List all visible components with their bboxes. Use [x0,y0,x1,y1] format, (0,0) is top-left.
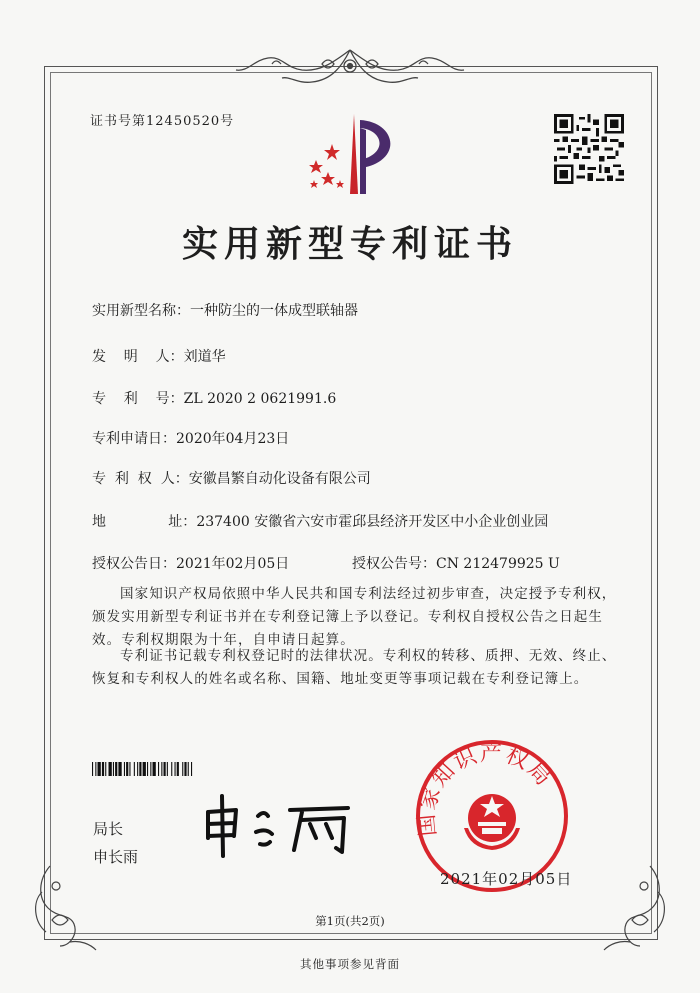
barcode-bar [171,762,172,776]
barcode-bar [158,762,159,776]
body-paragraph-1: 国家知识产权局依照中华人民共和国专利法经过初步审查，决定授予专利权，颁发实用新型专利证书并在专利登记簿上予以登记。专利权自授权公告之日起生效。专利权期限为十年，自申请日起算。 [92,586,617,648]
address: 237400 安徽省六安市霍邱县经济开发区中小企业创业园 [196,514,549,530]
barcode-bar [129,762,130,776]
footer-note: 其他事项参见背面 [300,957,400,971]
barcode-bar [175,762,176,776]
barcode-bar [167,762,168,776]
field-label: 授权公告号： [352,556,436,572]
barcode-bar [95,762,96,776]
barcode-bar [124,762,125,776]
publication-number-row [352,553,560,573]
field-label: 授权公告日： [92,556,176,572]
utility-model-name-row [92,300,358,320]
barcode-bar [164,762,166,776]
address-row [92,511,548,531]
barcode-bar [134,762,135,776]
barcode-bar [102,762,104,776]
field-label: 发 明 人： [92,349,184,365]
barcode-bar [139,762,141,776]
seal-date: 2021年02月05日 [440,870,573,888]
publication-number: CN 212479925 U [436,556,560,572]
patentee-row [92,468,371,488]
barcode-bar [115,762,117,776]
filing-date: 2020年04月23日 [176,431,290,447]
inventor-name: 刘道华 [183,349,226,365]
barcode-bar [109,762,112,776]
bottom-right-ornament-icon [600,862,670,952]
patent-logo-icon [296,110,406,200]
barcode-bar [182,762,183,776]
barcode-bar [126,762,128,776]
director-title: 局长 [93,820,124,838]
barcode-icon [92,762,292,776]
seal-text: 国家知识产权局 [414,741,557,838]
bottom-left-ornament-icon [30,862,100,952]
certificate-number: 证书号第12450520号 [90,114,235,129]
director-name: 申长雨 [93,848,139,866]
barcode-bar [118,762,121,776]
publication-date-row [92,553,289,573]
barcode-bar [177,762,179,776]
qr-code-icon [554,114,624,184]
field-label: 专 利 权 人： [92,471,189,487]
utility-model-name: 一种防尘的一体成型联轴器 [190,303,358,319]
barcode-bar [147,762,148,776]
barcode-bar [153,762,156,776]
barcode-bar [113,762,114,776]
field-label: 实用新型名称： [92,303,190,319]
patentee-name: 安徽昌繁自动化设备有限公司 [188,471,371,487]
barcode-bar [161,762,162,776]
barcode-bar [105,762,106,776]
field-label: 专 利 号： [92,391,184,407]
barcode-bar [92,762,93,776]
inventor-row [92,346,226,366]
barcode-bar [150,762,151,776]
barcode-bar [137,762,138,776]
barcode-bar [188,762,189,776]
filing-date-row [92,428,289,448]
patent-number: ZL 2020 2 0621991.6 [183,391,337,407]
field-label: 地 址： [92,514,197,530]
patent-number-row [92,388,336,408]
certificate-title: 实用新型专利证书 [181,223,518,265]
page-number: 第1页(共2页) [315,914,385,928]
barcode-bar [184,762,186,776]
top-ornament-icon [232,44,468,90]
barcode-bar [143,762,146,776]
publication-date: 2021年02月05日 [176,556,290,572]
field-label: 专利申请日： [92,431,176,447]
body-paragraph-2: 专利证书记载专利权登记时的法律状况。专利权的转移、质押、无效、终止、恢复和专利权人的姓名或名称、国籍、地址变更等事项记载在专利登记簿上。 [92,648,617,687]
barcode-bar [98,762,101,776]
barcode-bar [191,762,192,776]
signature-mark [198,790,358,860]
